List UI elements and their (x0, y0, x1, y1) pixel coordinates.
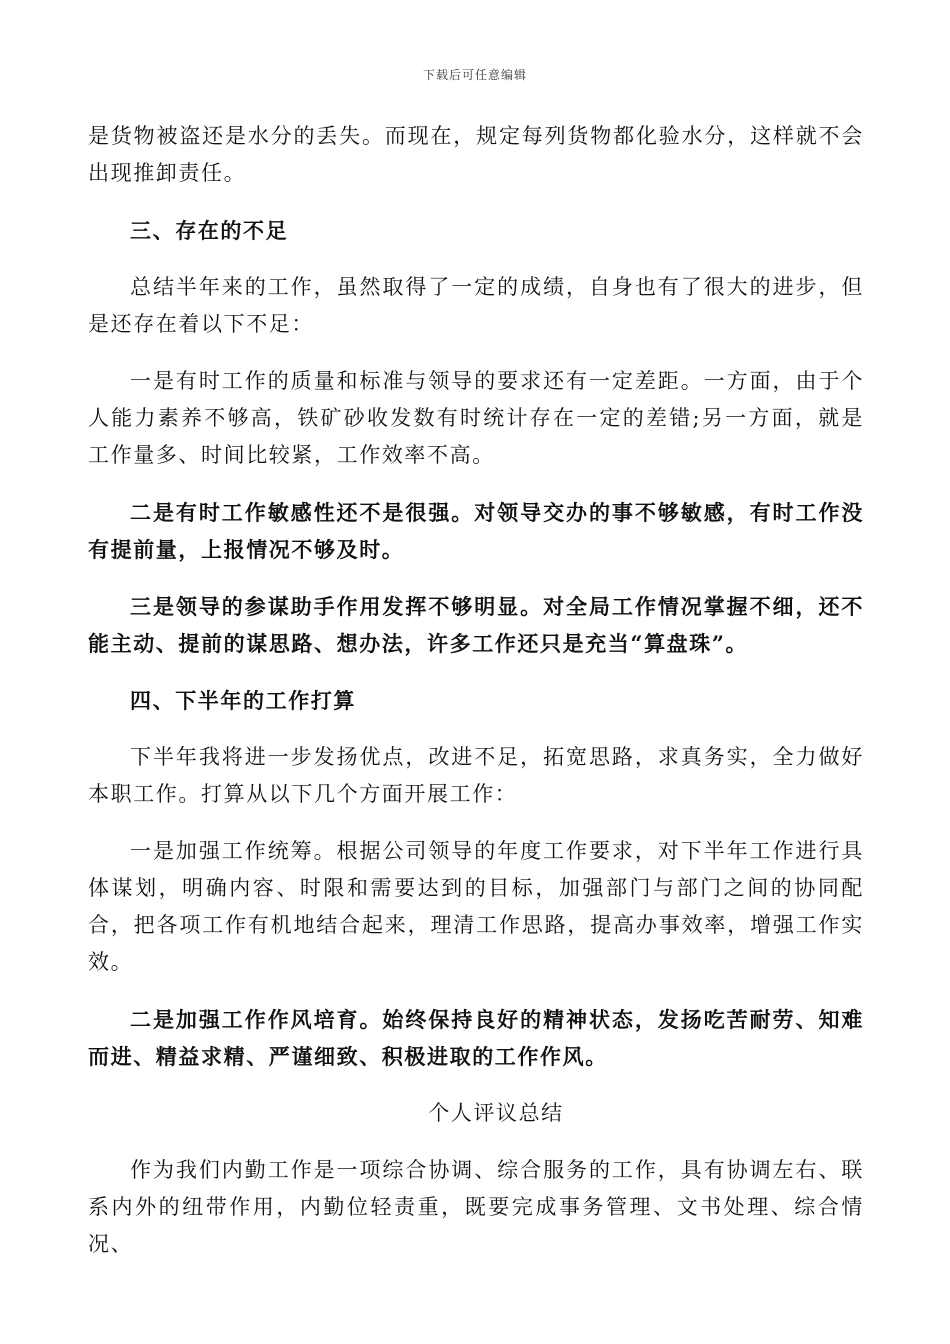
document-body (88, 118, 864, 1283)
paragraph-summary-intro: 作为我们内勤工作是一项综合协调、综合服务的工作，具有协调左右、联系内外的纽带作用，内勤位轻责重，既要完成事务管理、文书处理、综合情况、 (88, 1158, 864, 1256)
page-header: 下载后可任意编辑 (422, 68, 527, 82)
paragraph-shortcoming-2: 二是有时工作敏感性还不是很强。对领导交办的事不够敏感，有时工作没有提前量，上报情况不够及时。 (88, 500, 864, 562)
paragraph-shortcomings-intro: 总结半年来的工作，虽然取得了一定的成绩，自身也有了很大的进步，但是还存在着以下不足： (88, 275, 864, 336)
document-title: 个人评议总结 (428, 1101, 564, 1125)
paragraph-shortcoming-1: 一是有时工作的质量和标准与领导的要求还有一定差距。一方面，由于个人能力素养不够高，铁矿砂收发数有时统计存在一定的差错;另一方面，就是工作量多、时间比较紧，工作效率不高。 (88, 369, 864, 467)
section-heading-plans: 四、下半年的工作打算 (130, 688, 356, 713)
paragraph-continuation: 是货物被盗还是水分的丢失。而现在，规定每列货物都化验水分，这样就不会出现推卸责任。 (88, 124, 864, 185)
paragraph-plan-1: 一是加强工作统筹。根据公司领导的年度工作要求，对下半年工作进行具体谋划，明确内容、时限和需要达到的目标，加强部门与部门之间的协同配合，把各项工作有机地结合起来，理清工作思路，提高办事效率，增强工作实效。 (88, 839, 864, 974)
paragraph-plan-2: 二是加强工作作风培育。始终保持良好的精神状态，发扬吃苦耐劳、知难而进、精益求精、严谨细致、积极进取的工作作风。 (88, 1007, 864, 1069)
paragraph-plans-intro: 下半年我将进一步发扬优点，改进不足，拓宽思路，求真务实，全力做好本职工作。打算从以下几个方面开展工作： (88, 745, 864, 806)
paragraph-shortcoming-3: 三是领导的参谋助手作用发挥不够明显。对全局工作情况掌握不细，还不能主动、提前的谋思路、想办法，许多工作还只是充当“算盘珠”。 (88, 594, 864, 656)
section-heading-shortcomings: 三、存在的不足 (130, 218, 289, 243)
